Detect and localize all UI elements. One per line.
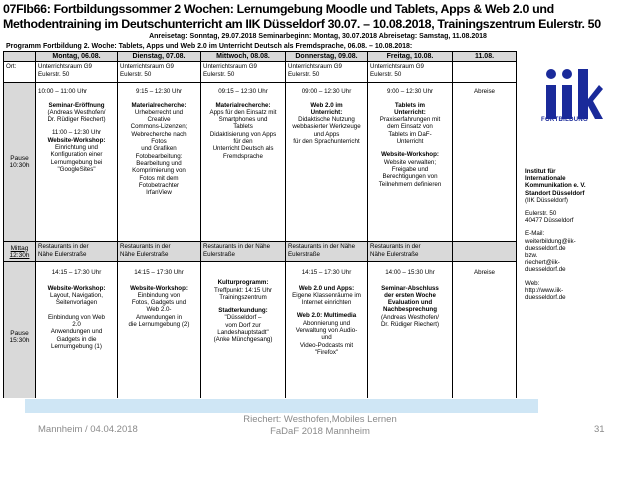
session-text: Abreise — [474, 269, 495, 277]
session-title: Seminar-Eröffnung — [48, 101, 105, 109]
session-text: Apps für den Einsatz mit Smartphones und Tablets Didaktisierung von Apps für den Unterricht Deutsch als Fremdsprache — [209, 108, 277, 160]
session-text: Einrichtung und Konfiguration einer Lernumgebung bei "GoogleSites" — [50, 144, 103, 173]
corner-cell — [4, 52, 36, 62]
schedule-table — [3, 51, 517, 412]
session-cell — [201, 262, 286, 412]
postal-address: Eulerstr. 50 40477 Düsseldorf — [525, 210, 574, 225]
footer-date: Mannheim / 04.04.2018 — [38, 424, 138, 435]
session-time: 09:15 – 12:30 Uhr — [218, 88, 268, 96]
session-text: Layout, Navigation, Seitenvorlagen Einbindung von Web 2.0 Anwendungen und Gadgets in die Lernumgebung (1) — [48, 291, 105, 350]
location-cell: Unterrichtsraum G9 Eulerstr. 50 — [118, 62, 201, 83]
morning-row — [4, 83, 517, 242]
lunch-cell: Restaurants in der Nähe Eulerstraße — [368, 242, 453, 262]
row-label — [4, 242, 36, 262]
document-title: 07FIb66: Fortbildungssommer 2 Wochen: Lernumgebung Moodle und Tablets, Apps & Web 2.0 und Methodentraining im Deutschunterricht am IIK Düsseldorf 30.07. – 10.08.2018, Trainingszentrum Eulerstr. 50 — [3, 2, 601, 31]
session-title: Website-Workshop: — [47, 284, 106, 292]
session-title: Web 2.0: Multimedia — [296, 312, 357, 320]
session-time: 09:00 – 12:30 Uhr — [301, 88, 352, 96]
session-cell — [368, 262, 453, 412]
session-text: Urheberrecht und Creative Commons-Lizenzen; Webrecherche nach Fotos und Grafiken Fotobearbeitung: Bearbeitung und Komprimierung von Fotos mit dem Fotobetrachter IrfanView — [130, 108, 188, 197]
session-title: Website-Workshop: — [130, 284, 188, 292]
location-row — [4, 62, 517, 83]
location-cell — [453, 62, 517, 83]
institute-panel — [519, 53, 634, 392]
session-cell — [36, 262, 118, 412]
iik-logo — [543, 67, 603, 135]
session-time: 14:15 – 17:30 Uhr — [134, 269, 184, 277]
logo-subtitle: FORTBILDUNG — [541, 117, 588, 123]
footer-decoration — [25, 399, 538, 413]
session-cell — [36, 83, 118, 242]
page-number: 31 — [594, 424, 605, 435]
afternoon-row — [4, 262, 517, 412]
session-title: Seminar-Abschluss der ersten Woche Evaluation und Nachbesprechung — [381, 284, 439, 314]
session-cell — [201, 83, 286, 242]
session-title: Web 2.0 und Apps: — [298, 284, 355, 292]
footer-author: Riechert: Westhofen,Mobiles Lernen FaDaF 2018 Mannheim — [243, 414, 397, 437]
session-title: Stadterkundung: — [218, 307, 268, 315]
session-cell — [453, 262, 517, 412]
day-header: 11.08. — [453, 52, 517, 62]
session-title: Kulturprogramm: — [217, 279, 269, 287]
day-header: Donnerstag, 09.08. — [286, 52, 368, 62]
session-time: 9:00 – 12:30 Uhr — [386, 88, 434, 96]
lunch-label: Mittag 12:30h — [9, 244, 30, 259]
session-title: Materialrecherche: — [131, 101, 187, 109]
session-cell — [453, 83, 517, 242]
session-time: 14:00 – 15:30 Uhr — [385, 269, 435, 277]
session-time: 9:15 – 12:30 Uhr — [135, 88, 183, 96]
lunch-cell: Restaurants in der Nähe Eulerstraße — [118, 242, 201, 262]
session-text: Treffpunkt: 14:15 Uhr Trainingszentrum — [213, 286, 273, 301]
session-cell — [286, 262, 368, 412]
row-label: Pause 15:30h — [4, 262, 36, 412]
day-header: Montag, 06.08. — [36, 52, 118, 62]
session-time: 11:00 – 12:30 Uhr — [51, 129, 102, 137]
institute-address — [525, 168, 633, 307]
location-cell: Unterrichtsraum G9 Eulerstr. 50 — [368, 62, 453, 83]
slide-header — [3, 2, 633, 50]
session-title: Materialrecherche: — [215, 101, 271, 109]
lunch-cell: Restaurants in der Nähe Eulerstraße — [201, 242, 286, 262]
session-text: Eigene Klassenräume im Internet einrichten — [292, 291, 361, 307]
email-info: E-Mail: weiterbildung@iik- duesseldorf.de bzw. riechert@iik- duesseldorf.de — [525, 230, 576, 274]
session-cell — [286, 83, 368, 242]
web-info: Web: http://www.iik- duesseldorf.de — [525, 279, 566, 302]
session-cell — [368, 83, 453, 242]
lunch-cell: Restaurants in der Nähe Eulerstraße — [36, 242, 118, 262]
session-text: Didaktische Nutzung webbasierter Werkzeuge und Apps für den Sprachunterricht — [292, 116, 361, 146]
session-title: Website-Workshop: — [47, 136, 106, 144]
session-text: Abonnierung und Verwaltung von Audio- und Video-Podcasts mit "Firefox" — [295, 319, 358, 356]
row-label: Pause 10:30h — [4, 83, 36, 242]
location-cell: Unterrichtsraum G9 Eulerstr. 50 — [286, 62, 368, 83]
institute-name: Institut für Internationale Kommunikation e. V. Standort Düsseldorf — [525, 168, 586, 197]
institute-short: (IIK Düsseldorf) — [525, 196, 568, 204]
session-text: Einbindung von Fotos, Gadgets und Web 2.0- Anwendungen in die Lernumgebung (2) — [128, 291, 190, 329]
session-text: (Andreas Westhofen/ Dr. Rüdiger Riechert) — [47, 108, 106, 124]
session-text: Abreise — [474, 88, 495, 96]
program-line: Programm Fortbildung 2. Woche: Tablets, Apps und Web 2.0 im Unterricht Deutsch als Fremdsprache, 06.08. – 10.08.2018: — [6, 43, 413, 50]
session-text: Website verwalten; Freigabe und Berechtigungen von Teilnehmern definieren — [378, 158, 442, 188]
lunch-row — [4, 242, 517, 262]
lunch-cell — [453, 242, 517, 262]
session-title: Web 2.0 im Unterricht: — [310, 101, 343, 116]
lunch-cell: Restaurants in der Nähe Eulerstraße — [286, 242, 368, 262]
session-title: Website-Workshop: — [381, 151, 439, 159]
session-title: Tablets im Unterricht: — [394, 101, 426, 116]
session-text: Praxiserfahrungen mit dem Einsatz von Tablets im DaF- Unterricht — [379, 116, 441, 146]
location-cell: Unterrichtsraum G9 Eulerstr. 50 — [36, 62, 118, 83]
location-cell: Unterrichtsraum G9 Eulerstr. 50 — [201, 62, 286, 83]
session-time: 14:15 – 17:30 Uhr — [51, 269, 102, 277]
session-cell — [118, 262, 201, 412]
day-header: Freitag, 10.08. — [368, 52, 453, 62]
header-row — [4, 52, 517, 62]
session-cell — [118, 83, 201, 242]
session-time: 14:15 – 17:30 Uhr — [301, 269, 352, 277]
session-time: 10:00 – 11:00 Uhr — [38, 88, 88, 96]
day-header: Mittwoch, 08.08. — [201, 52, 286, 62]
session-text: (Andreas Westhofen/ Dr. Rüdiger Riechert) — [380, 313, 440, 329]
row-label: Ort: — [4, 62, 36, 83]
dates-line: Anreisetag: Sonntag, 29.07.2018 Seminarbeginn: Montag, 30.07.2018 Abreisetag: Samstag, 11.08.2018 — [149, 33, 487, 40]
day-header: Dienstag, 07.08. — [118, 52, 201, 62]
session-text: "Düsseldorf – vom Dorf zur Landeshauptstadt" (Anke Münchgesang) — [213, 314, 273, 344]
